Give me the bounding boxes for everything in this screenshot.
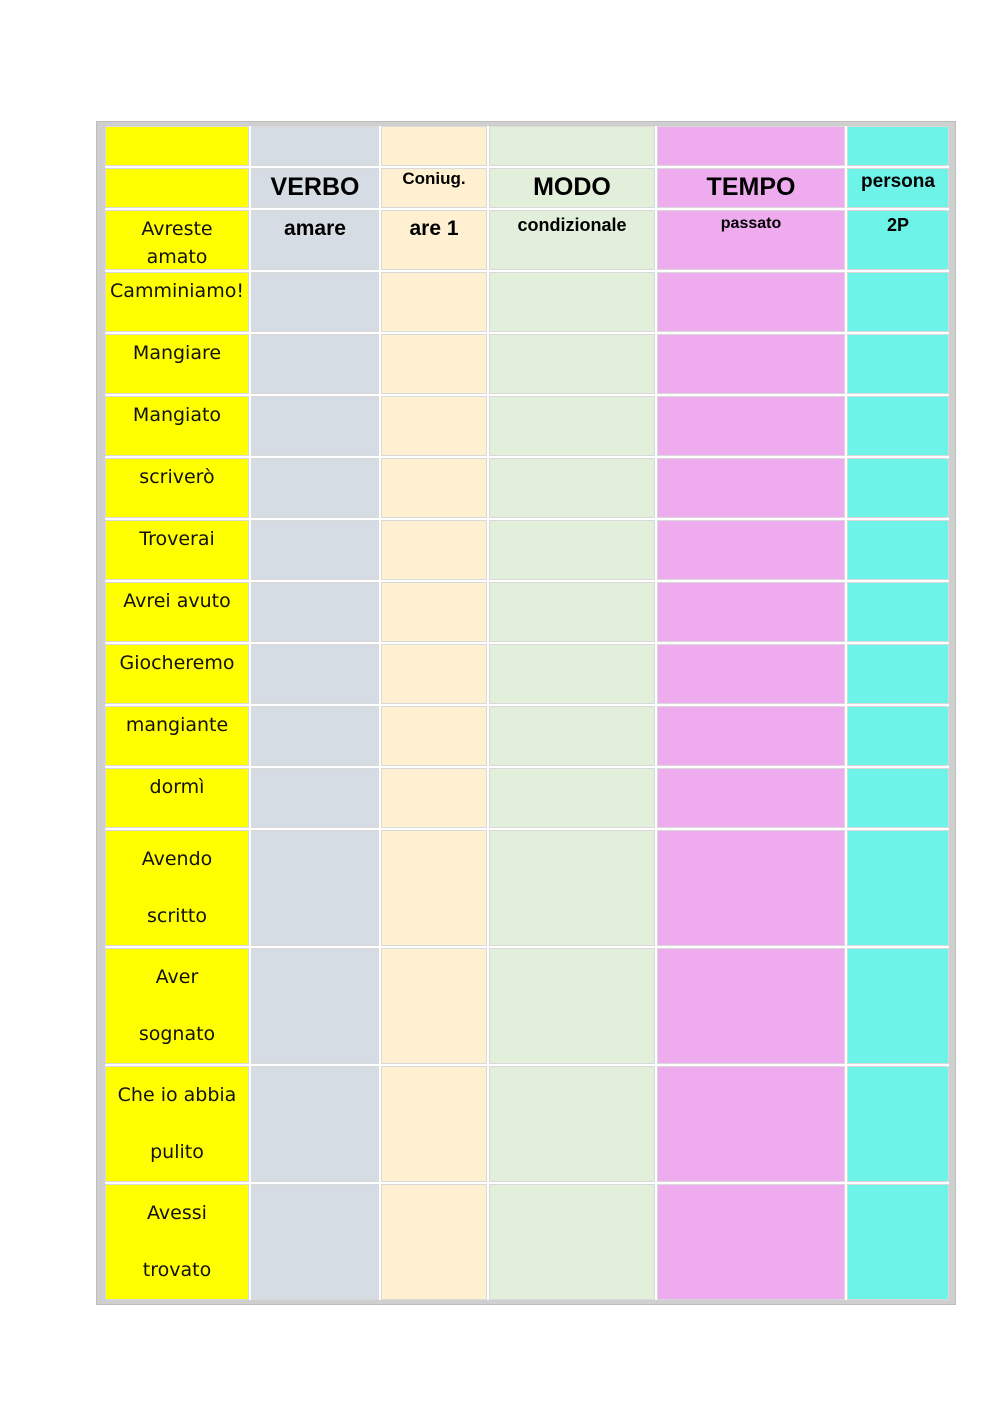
answer-cell-modo[interactable]	[489, 458, 655, 518]
answer-cell-modo[interactable]	[489, 1066, 655, 1182]
answer-cell-verbo[interactable]	[251, 948, 379, 1064]
word-line: scriverò	[139, 466, 215, 488]
answer-cell-coniug[interactable]	[381, 582, 487, 642]
answer-cell-tempo[interactable]	[657, 458, 845, 518]
answer-cell-coniug[interactable]	[381, 520, 487, 580]
word-line: Camminiamo!	[110, 280, 244, 302]
answer-cell-persona[interactable]	[847, 520, 949, 580]
word-cell	[105, 830, 249, 946]
example-word	[105, 210, 249, 270]
answer-cell-persona[interactable]	[847, 334, 949, 394]
answer-cell-persona[interactable]	[847, 272, 949, 332]
header-tempo: TEMPO	[657, 168, 845, 208]
answer-cell-modo[interactable]	[489, 644, 655, 704]
worksheet	[97, 122, 955, 1304]
answer-cell-coniug[interactable]	[381, 1184, 487, 1300]
answer-cell-modo[interactable]	[489, 520, 655, 580]
word-cell	[105, 1184, 249, 1300]
word-line: pulito	[150, 1141, 204, 1163]
answer-cell-modo[interactable]	[489, 1184, 655, 1300]
example-persona: 2P	[847, 210, 949, 270]
word-cell	[105, 458, 249, 518]
answer-cell-coniug[interactable]	[381, 1066, 487, 1182]
word-line: dormì	[149, 776, 205, 798]
answer-cell-tempo[interactable]	[657, 582, 845, 642]
word-line: Giocheremo	[119, 652, 235, 674]
word-line: Che io abbia	[117, 1084, 237, 1106]
word-cell	[105, 396, 249, 456]
answer-cell-verbo[interactable]	[251, 334, 379, 394]
answer-cell-modo[interactable]	[489, 272, 655, 332]
answer-cell-coniug[interactable]	[381, 396, 487, 456]
answer-cell-tempo[interactable]	[657, 948, 845, 1064]
word-cell	[105, 948, 249, 1064]
answer-cell-verbo[interactable]	[251, 706, 379, 766]
answer-cell-modo[interactable]	[489, 334, 655, 394]
answer-cell-coniug[interactable]	[381, 644, 487, 704]
answer-cell-persona[interactable]	[847, 458, 949, 518]
word-line: Mangiare	[132, 342, 222, 364]
header-modo: MODO	[489, 168, 655, 208]
blank-cell	[105, 126, 249, 166]
answer-cell-modo[interactable]	[489, 830, 655, 946]
answer-cell-modo[interactable]	[489, 768, 655, 828]
answer-cell-modo[interactable]	[489, 706, 655, 766]
example-tempo: passato	[657, 210, 845, 270]
answer-cell-persona[interactable]	[847, 830, 949, 946]
answer-cell-modo[interactable]	[489, 948, 655, 1064]
answer-cell-verbo[interactable]	[251, 582, 379, 642]
example-word-line: amato	[146, 246, 208, 268]
header-word-cell	[105, 168, 249, 208]
blank-cell	[381, 126, 487, 166]
answer-cell-coniug[interactable]	[381, 334, 487, 394]
answer-cell-persona[interactable]	[847, 948, 949, 1064]
word-cell	[105, 768, 249, 828]
word-line: sognato	[138, 1023, 216, 1045]
answer-cell-verbo[interactable]	[251, 830, 379, 946]
example-verbo: amare	[251, 210, 379, 270]
word-line: trovato	[142, 1259, 212, 1281]
answer-cell-tempo[interactable]	[657, 1184, 845, 1300]
word-line: Avessi	[147, 1202, 207, 1224]
answer-cell-coniug[interactable]	[381, 768, 487, 828]
answer-cell-verbo[interactable]	[251, 520, 379, 580]
answer-cell-tempo[interactable]	[657, 830, 845, 946]
answer-cell-tempo[interactable]	[657, 396, 845, 456]
word-line: Aver	[155, 966, 199, 988]
answer-cell-persona[interactable]	[847, 768, 949, 828]
blank-cell	[657, 126, 845, 166]
answer-cell-verbo[interactable]	[251, 1066, 379, 1182]
answer-cell-tempo[interactable]	[657, 644, 845, 704]
word-cell	[105, 706, 249, 766]
answer-cell-persona[interactable]	[847, 706, 949, 766]
answer-cell-coniug[interactable]	[381, 272, 487, 332]
answer-cell-tempo[interactable]	[657, 768, 845, 828]
answer-cell-coniug[interactable]	[381, 458, 487, 518]
answer-cell-persona[interactable]	[847, 1066, 949, 1182]
answer-cell-tempo[interactable]	[657, 520, 845, 580]
example-modo: condizionale	[489, 210, 655, 270]
blank-cell	[489, 126, 655, 166]
example-word-line: Avreste	[141, 218, 213, 240]
word-cell	[105, 334, 249, 394]
word-line: Avendo	[141, 848, 213, 870]
answer-cell-verbo[interactable]	[251, 396, 379, 456]
word-line: mangiante	[125, 714, 229, 736]
answer-cell-verbo[interactable]	[251, 768, 379, 828]
word-line: Mangiato	[132, 404, 222, 426]
answer-cell-modo[interactable]	[489, 582, 655, 642]
answer-cell-persona[interactable]	[847, 582, 949, 642]
word-cell	[105, 520, 249, 580]
verb-analysis-table	[105, 126, 949, 1300]
answer-cell-tempo[interactable]	[657, 272, 845, 332]
word-cell	[105, 644, 249, 704]
answer-cell-persona[interactable]	[847, 1184, 949, 1300]
word-cell	[105, 272, 249, 332]
word-cell	[105, 582, 249, 642]
answer-cell-verbo[interactable]	[251, 272, 379, 332]
answer-cell-tempo[interactable]	[657, 334, 845, 394]
answer-cell-modo[interactable]	[489, 396, 655, 456]
answer-cell-coniug[interactable]	[381, 706, 487, 766]
word-line: Avrei avuto	[123, 590, 231, 612]
answer-cell-coniug[interactable]	[381, 830, 487, 946]
header-verbo: VERBO	[251, 168, 379, 208]
word-cell	[105, 1066, 249, 1182]
answer-cell-verbo[interactable]	[251, 644, 379, 704]
word-line: Troverai	[139, 528, 215, 550]
header-coniug: Coniug.	[381, 168, 487, 208]
answer-cell-tempo[interactable]	[657, 1066, 845, 1182]
answer-cell-verbo[interactable]	[251, 458, 379, 518]
answer-cell-tempo[interactable]	[657, 706, 845, 766]
blank-cell	[251, 126, 379, 166]
blank-cell	[847, 126, 949, 166]
answer-cell-persona[interactable]	[847, 644, 949, 704]
answer-cell-persona[interactable]	[847, 396, 949, 456]
answer-cell-verbo[interactable]	[251, 1184, 379, 1300]
example-coniug: are 1	[381, 210, 487, 270]
word-line: scritto	[147, 905, 207, 927]
answer-cell-coniug[interactable]	[381, 948, 487, 1064]
header-persona: persona	[847, 168, 949, 208]
